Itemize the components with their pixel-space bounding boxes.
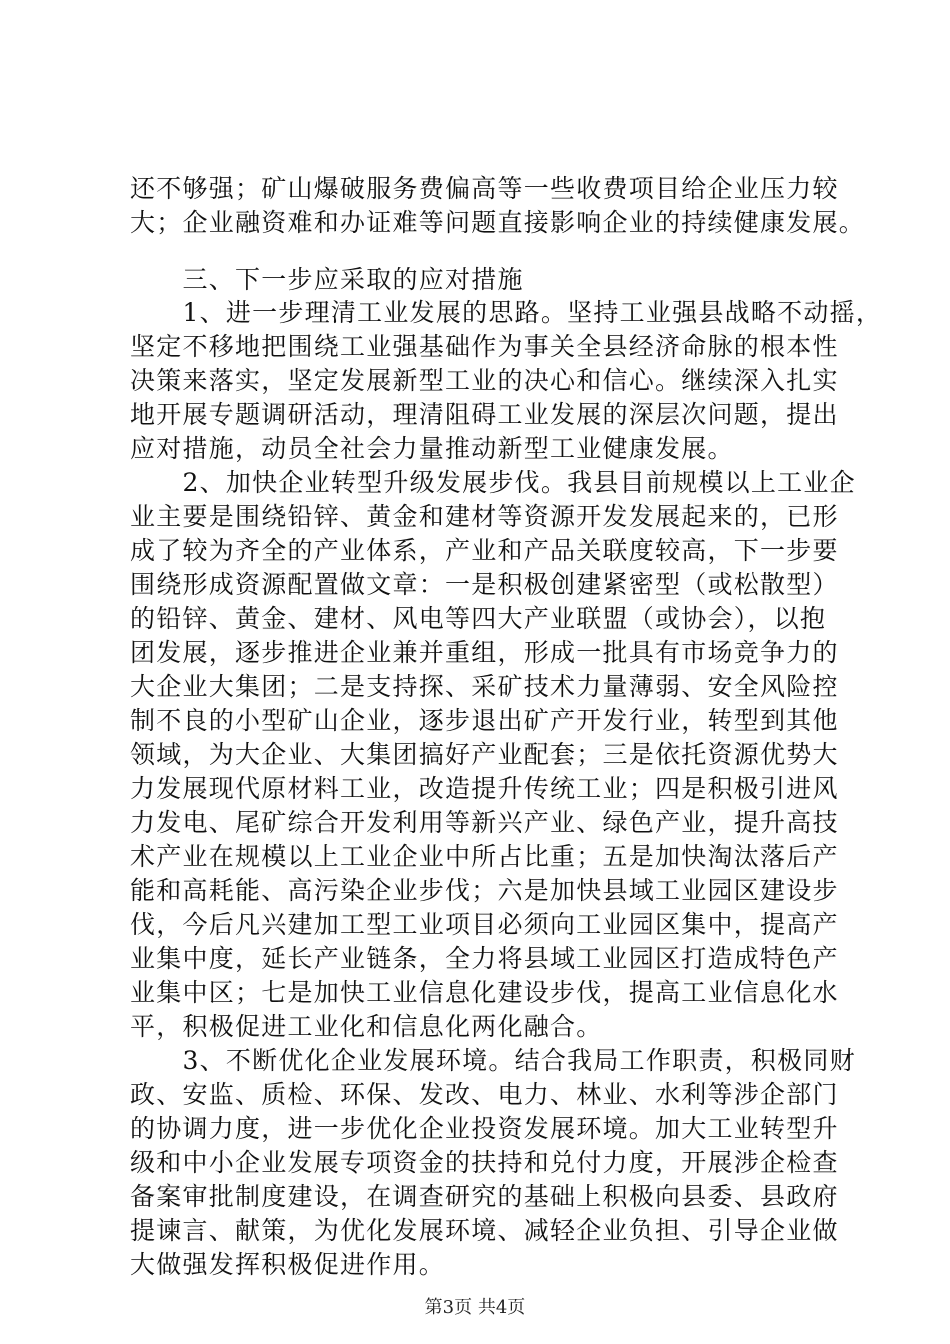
- text-line: 的协调力度，进一步优化企业投资发展环境。加大工业转型升: [130, 1114, 839, 1143]
- text-line: 制不良的小型矿山企业，逐步退出矿产开发行业，转型到其他: [130, 706, 839, 735]
- text-line: 团发展，逐步推进企业兼并重组，形成一批具有市场竞争力的: [130, 638, 839, 667]
- text-line: 备案审批制度建设，在调查研究的基础上积极向县委、县政府: [130, 1182, 839, 1211]
- text-line: 领域，为大企业、大集团搞好产业配套；三是依托资源优势大: [130, 740, 839, 769]
- text-line: 提谏言、献策，为优化发展环境、减轻企业负担、引导企业做: [130, 1216, 839, 1245]
- text-line: 地开展专题调研活动，理清阻碍工业发展的深层次问题，提出: [130, 400, 839, 429]
- text-line: 围绕形成资源配置做文章：一是积极创建紧密型（或松散型）: [130, 570, 839, 599]
- text-line: 决策来落实，坚定发展新型工业的决心和信心。继续深入扎实: [130, 366, 839, 395]
- text-line: 大企业大集团；二是支持探、采矿技术力量薄弱、安全风险控: [130, 672, 839, 701]
- text-line: 平，积极促进工业化和信息化两化融合。: [130, 1012, 603, 1041]
- text-line: 术产业在规模以上工业企业中所占比重；五是加快淘汰落后产: [130, 842, 839, 871]
- section-heading: 三、下一步应采取的应对措施: [130, 265, 524, 294]
- text-line: 业集中度，延长产业链条，全力将县域工业园区打造成特色产: [130, 944, 839, 973]
- text-line: 政、安监、质检、环保、发改、电力、林业、水利等涉企部门: [130, 1080, 839, 1109]
- text-line: 大做强发挥积极促进作用。: [130, 1250, 446, 1279]
- text-line: 还不够强；矿山爆破服务费偏高等一些收费项目给企业压力较: [130, 174, 839, 203]
- text-line: 坚定不移地把围绕工业强基础作为事关全县经济命脉的根本性: [130, 332, 839, 361]
- text-line: 大；企业融资难和办证难等问题直接影响企业的持续健康发展。: [130, 208, 866, 237]
- text-line: 3、不断优化企业发展环境。结合我局工作职责，积极同财: [130, 1046, 856, 1075]
- text-line: 2、加快企业转型升级发展步伐。我县目前规模以上工业企: [130, 468, 856, 497]
- text-line: 应对措施，动员全社会力量推动新型工业健康发展。: [130, 434, 734, 463]
- page-footer: 第3页 共4页: [424, 1297, 526, 1318]
- text-line: 伐，今后凡兴建加工型工业项目必须向工业园区集中，提高产: [130, 910, 839, 939]
- text-line: 成了较为齐全的产业体系，产业和产品关联度较高，下一步要: [130, 536, 839, 565]
- text-line: 力发展现代原材料工业，改造提升传统工业；四是积极引进风: [130, 774, 839, 803]
- text-line: 力发电、尾矿综合开发利用等新兴产业、绿色产业，提升高技: [130, 808, 839, 837]
- text-line: 能和高耗能、高污染企业步伐；六是加快县域工业园区建设步: [130, 876, 839, 905]
- text-line: 的铅锌、黄金、建材、风电等四大产业联盟（或协会），以抱: [130, 604, 827, 633]
- text-line: 业主要是围绕铅锌、黄金和建材等资源开发发展起来的，已形: [130, 502, 839, 531]
- text-line: 业集中区；七是加快工业信息化建设步伐，提高工业信息化水: [130, 978, 839, 1007]
- text-line: 级和中小企业发展专项资金的扶持和兑付力度，开展涉企检查: [130, 1148, 839, 1177]
- text-line: 1、进一步理清工业发展的思路。坚持工业强县战略不动摇，: [130, 298, 883, 327]
